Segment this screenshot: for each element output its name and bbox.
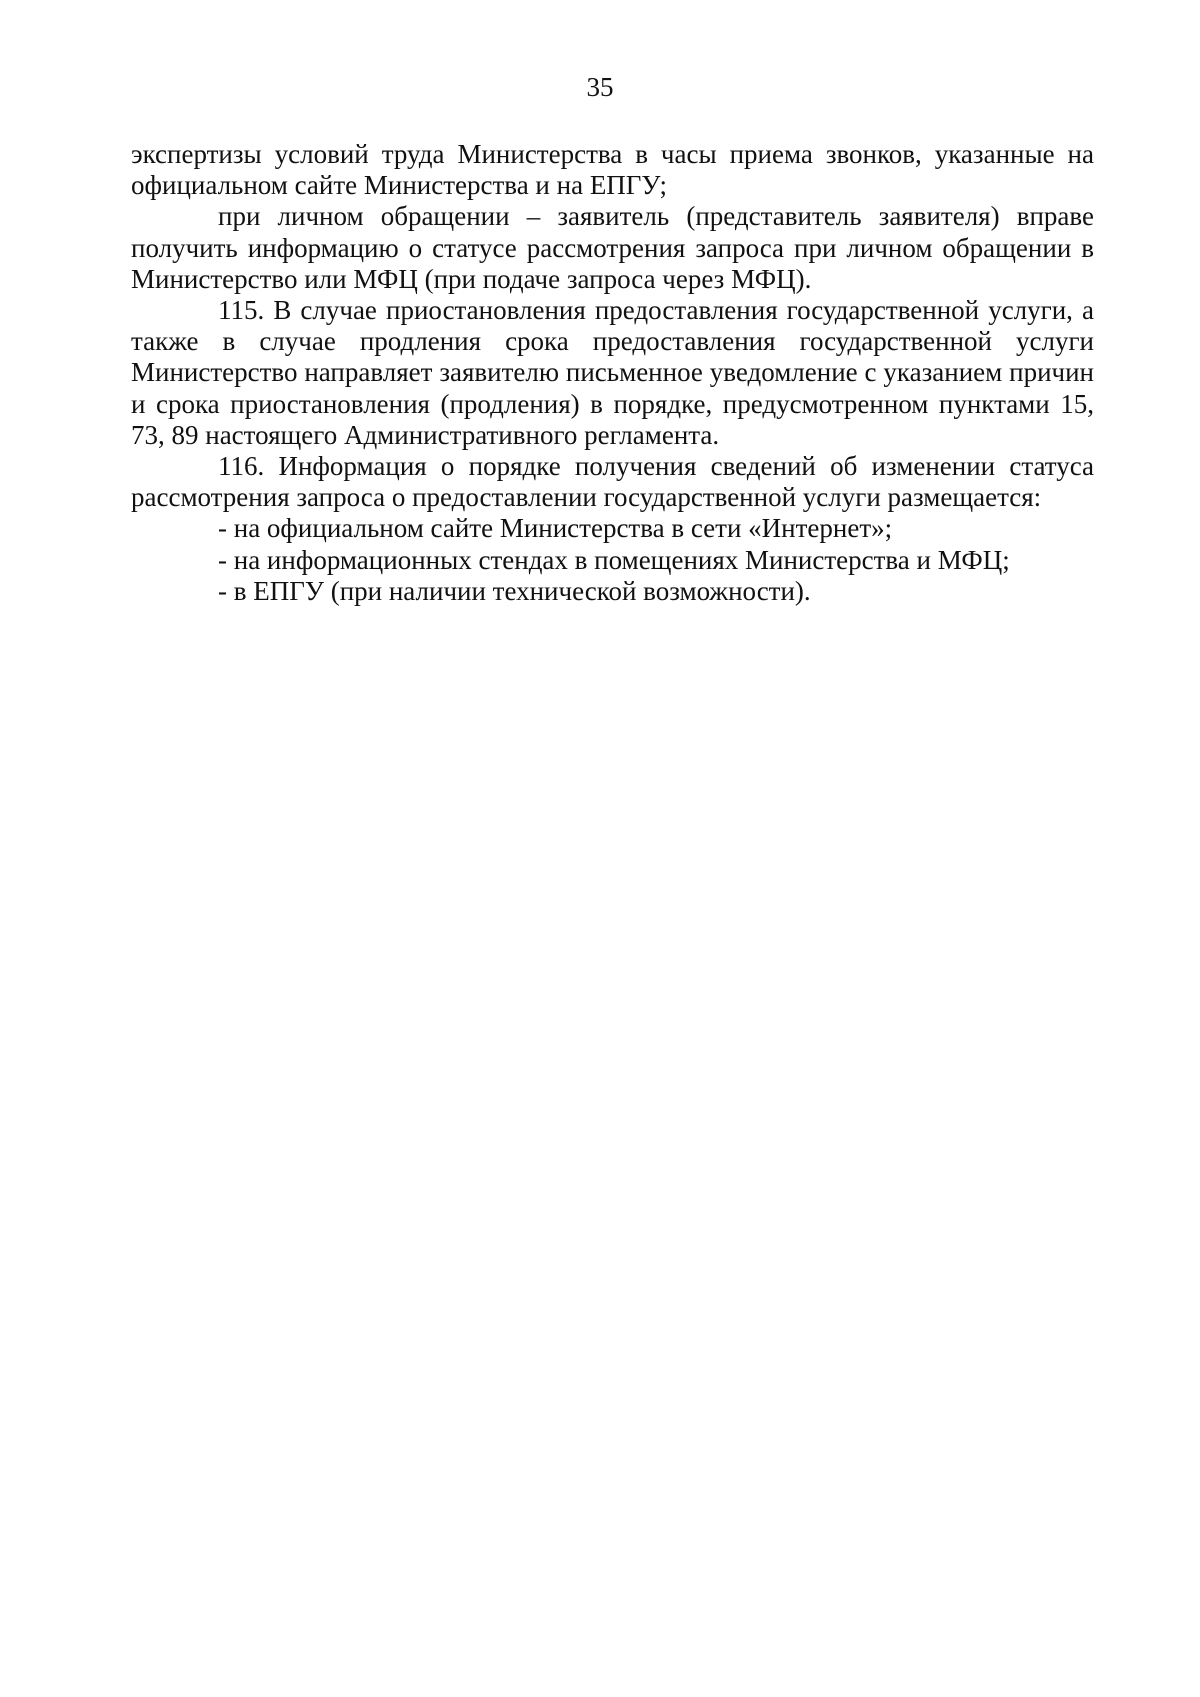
list-item-official-site: - на официальном сайте Министерства в сети «Интернет»;	[218, 513, 893, 544]
page-number: 35	[586, 72, 614, 102]
list-item-info-stands: - на информационных стендах в помещениях Министерства и МФЦ;	[218, 544, 1010, 575]
document-body	[131, 139, 1094, 607]
paragraph-116: 116. Информация о порядке получения сведений об изменении статуса рассмотрения запроса о предоставлении государственной услуги размещается:	[131, 451, 1094, 513]
paragraph-115: 115. В случае приостановления предоставления государственной услуги, а также в случае продления срока предоставления государственной услуги Министерство направляет заявителю письменное уведомление с указанием причин и срока приостановления (продления) в порядке, предусмотренном пунктами 15, 73, 89 настоящего Административного регламента.	[131, 295, 1094, 450]
paragraph-personal-visit: при личном обращении – заявитель (представитель заявителя) вправе получить информацию о статусе рассмотрения запроса при личном обращении в Министерство или МФЦ (при подаче запроса через МФЦ).	[131, 201, 1094, 294]
paragraph-continuation: экспертизы условий труда Министерства в часы приема звонков, указанные на официальном сайте Министерства и на ЕПГУ;	[131, 139, 1094, 201]
list-item-epgu: - в ЕПГУ (при наличии технической возможности).	[218, 575, 811, 606]
